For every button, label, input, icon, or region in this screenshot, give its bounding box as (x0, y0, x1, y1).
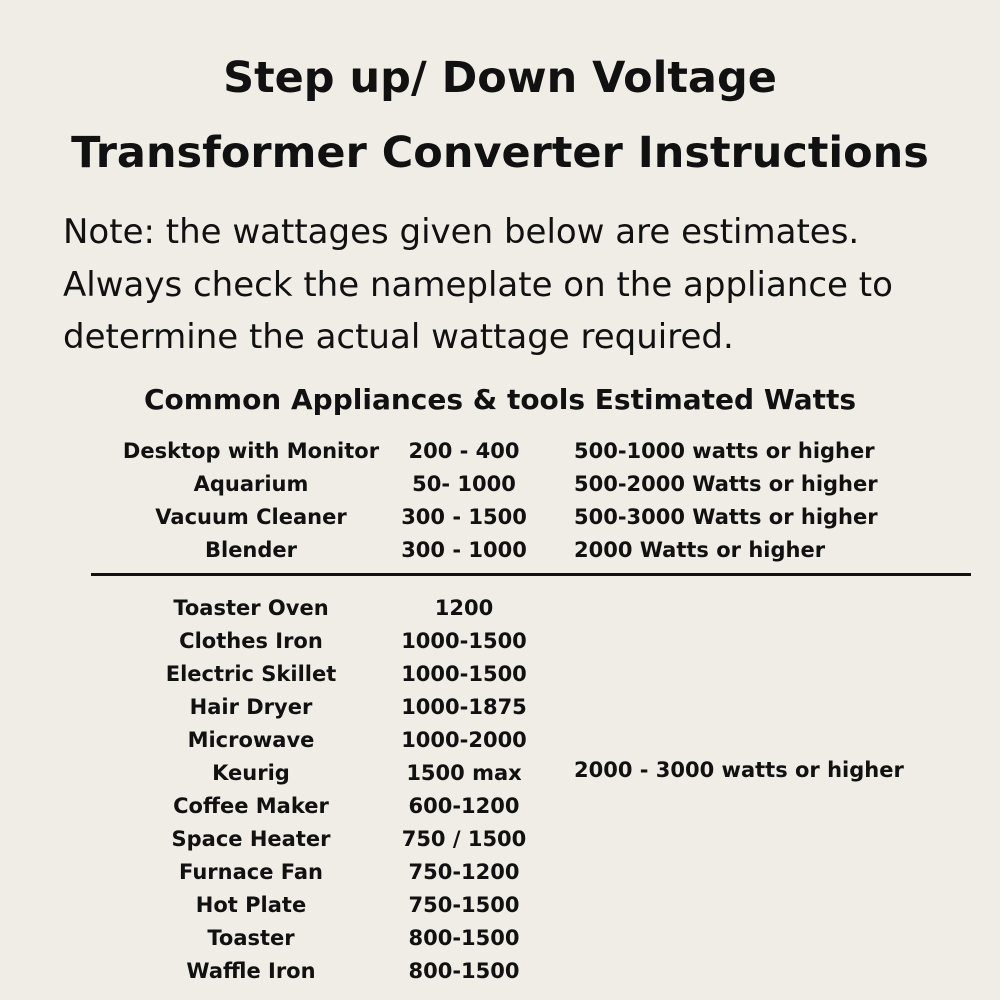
converter-rating: 500-2000 Watts or higher (574, 472, 878, 496)
table-row (0, 956, 1000, 986)
title-line-1: Step up/ Down Voltage (223, 53, 777, 103)
table-row (0, 593, 1000, 623)
appliance-watts: 50- 1000 (412, 472, 516, 496)
table-row (0, 857, 1000, 887)
note-line-3: determine the actual wattage required. (63, 317, 734, 357)
converter-rating: 500-1000 watts or higher (574, 439, 875, 463)
appliance-watts: 1500 max (406, 761, 522, 785)
table-row (0, 725, 1000, 755)
appliance-name: Desktop with Monitor (122, 439, 380, 463)
appliance-watts: 1000-1875 (401, 695, 527, 719)
table-row (0, 436, 1000, 466)
appliance-watts: 1000-1500 (401, 662, 527, 686)
appliance-watts: 800-1500 (408, 926, 520, 950)
table-row (0, 824, 1000, 854)
table-row (0, 659, 1000, 689)
appliance-watts: 1200 (434, 596, 494, 620)
appliance-watts: 300 - 1000 (401, 538, 527, 562)
appliance-name: Aquarium (193, 472, 309, 496)
appliance-watts: 600-1200 (408, 794, 520, 818)
appliance-watts: 1000-1500 (401, 629, 527, 653)
appliance-name: Toaster (207, 926, 295, 950)
appliance-watts: 1000-2000 (401, 728, 527, 752)
appliance-watts: 750-1200 (408, 860, 520, 884)
appliance-name: Waffle Iron (186, 959, 316, 983)
table-divider (91, 573, 971, 576)
converter-rating: 2000 Watts or higher (574, 538, 826, 562)
note-line-2: Always check the nameplate on the appliance to (63, 265, 893, 305)
converter-rating: 500-3000 Watts or higher (574, 505, 878, 529)
table-row (0, 469, 1000, 499)
appliance-watts: 750 / 1500 (401, 827, 527, 851)
appliance-name: Hair Dryer (189, 695, 313, 719)
title-line-2: Transformer Converter Instructions (71, 128, 929, 178)
appliance-watts: 750-1500 (408, 893, 520, 917)
appliance-name: Electric Skillet (165, 662, 337, 686)
table-row (0, 626, 1000, 656)
appliance-name: Vacuum Cleaner (155, 505, 347, 529)
table-row (0, 502, 1000, 532)
appliance-watts: 800-1500 (408, 959, 520, 983)
table-row (0, 692, 1000, 722)
table-row (0, 923, 1000, 953)
appliance-name: Furnace Fan (179, 860, 323, 884)
appliance-watts: 300 - 1500 (401, 505, 527, 529)
appliance-name: Blender (204, 538, 298, 562)
group2-converter-rating: 2000 - 3000 watts or higher (574, 758, 904, 782)
appliance-name: Space Heater (171, 827, 331, 851)
table-heading: Common Appliances & tools Estimated Watts (143, 383, 857, 416)
appliance-name: Keurig (212, 761, 290, 785)
appliance-name: Microwave (187, 728, 315, 752)
note-line-1: Note: the wattages given below are estimates. (63, 212, 860, 252)
appliance-watts: 200 - 400 (408, 439, 520, 463)
table-row (0, 535, 1000, 565)
appliance-name: Clothes Iron (179, 629, 323, 653)
table-row (0, 791, 1000, 821)
table-row (0, 890, 1000, 920)
appliance-name: Hot Plate (195, 893, 307, 917)
appliance-name: Coffee Maker (173, 794, 329, 818)
appliance-name: Toaster Oven (173, 596, 329, 620)
